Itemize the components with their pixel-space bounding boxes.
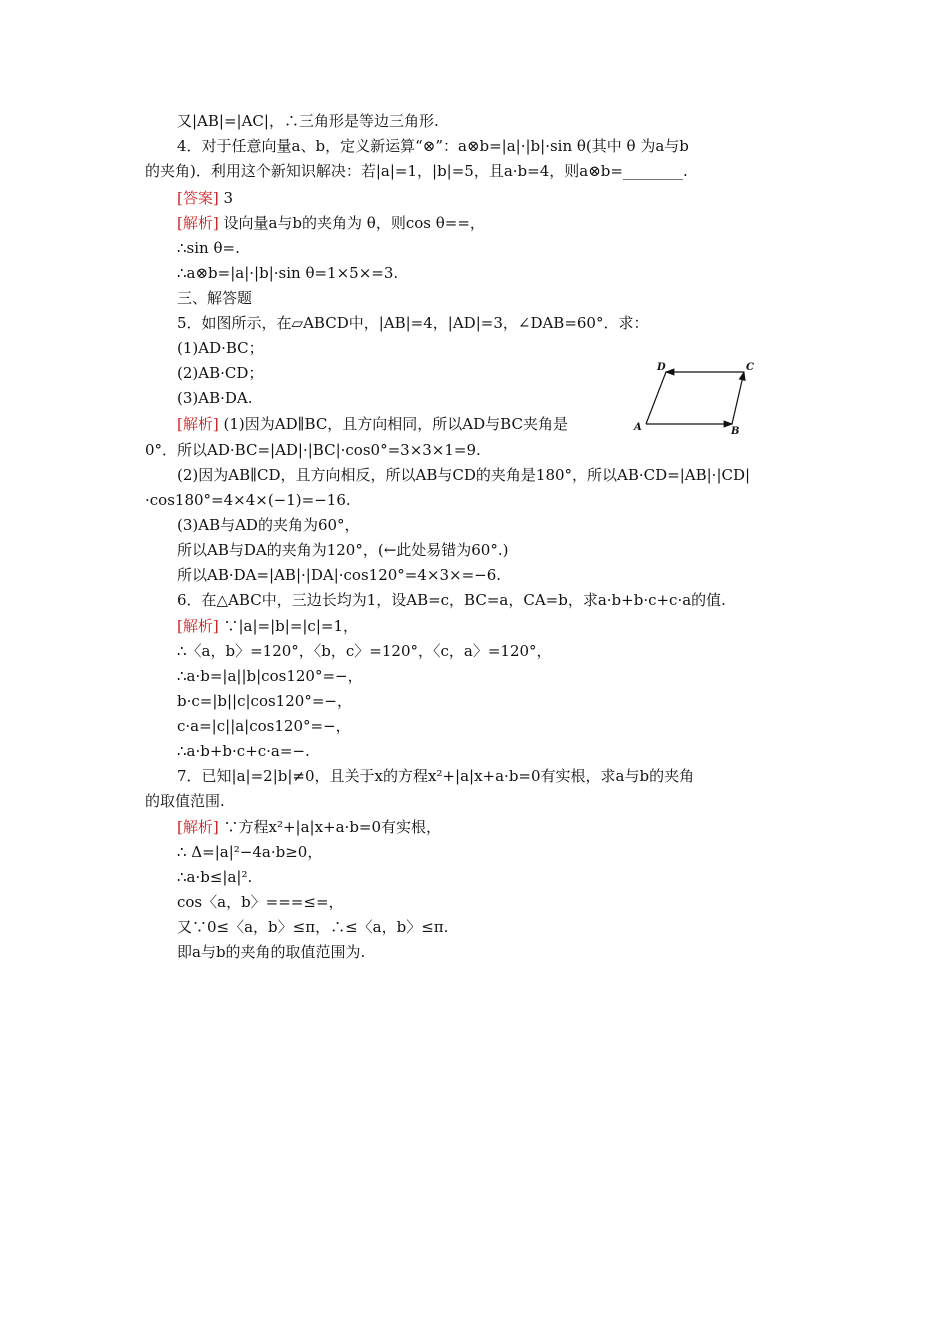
line-text: 0°．所以AD·BC=|AD|·|BC|·cos0°=3×3×1=9.: [145, 441, 481, 459]
text-line: [145, 791, 225, 811]
text-line: [145, 161, 688, 181]
line-text: 又∵0≤〈a，b〉≤π，∴≤〈a，b〉≤π.: [177, 918, 449, 936]
text-line: [177, 942, 365, 962]
line-text: ∴a·b+b·c+c·a=−.: [177, 742, 310, 760]
line-text: 即a与b的夹角的取值范围为.: [177, 943, 366, 961]
line-text: ∴a·b≤|a|².: [177, 868, 253, 886]
line-text: 5．如图所示，在▱ABCD中，|AB|=4，|AD|=3，∠DAB=60°．求：: [177, 314, 649, 332]
line-text: 所以AB·DA=|AB|·|DA|·cos120°=4×3×=−6.: [177, 566, 502, 584]
text-line: [177, 817, 441, 837]
text-line: [177, 741, 310, 761]
line-text: 三、解答题: [177, 289, 253, 307]
line-text: 的取值范围.: [145, 792, 225, 810]
line-text: 7．已知|a|=2|b|≠0，且关于x的方程x²+|a|x+a·b=0有实根，求a与b的夹角: [177, 767, 695, 785]
line-text: (2)因为AB∥CD，且方向相反，所以AB与CD的夹角是180°，所以AB·CD=|AB|·|CD|: [177, 466, 751, 484]
line-text: 设向量a与b的夹角为 θ，则cos θ==，: [218, 214, 485, 232]
line-text: 3: [218, 189, 234, 207]
line-text: cos〈a，b〉===≤=，: [177, 893, 344, 911]
vertex-label-b: B: [731, 426, 740, 436]
line-text: 又|AB|=|AC|，∴三角形是等边三角形.: [177, 112, 439, 130]
vertex-label-a: A: [634, 422, 642, 433]
line-text: (3)AB与AD的夹角为60°，: [177, 516, 360, 534]
text-line: [177, 716, 351, 736]
line-text: ∵|a|=|b|=|c|=1，: [218, 617, 359, 635]
line-text: 的夹角)．利用这个新知识解决：若|a|=1，|b|=5，且a·b=4，则a⊗b=________.: [145, 162, 688, 180]
line-text: 4．对于任意向量a、b，定义新运算“⊗”：a⊗b=|a|·|b|·sin θ(其中 θ 为a与b: [177, 137, 689, 155]
section-tag: [答案]: [177, 189, 219, 207]
line-text: (3)AB·DA.: [177, 389, 253, 407]
section-tag: [解析]: [177, 617, 219, 635]
line-text: b·c=|b||c|cos120°=−，: [177, 692, 352, 710]
text-line: [177, 515, 360, 535]
section-tag: [解析]: [177, 415, 219, 433]
text-line: [177, 238, 240, 258]
text-line: [177, 414, 568, 434]
text-line: [177, 666, 363, 686]
section-tag: [解析]: [177, 214, 219, 232]
line-text: (1)AD·BC；: [177, 339, 264, 357]
line-text: 所以AB与DA的夹角为120°，(←此处易错为60°.): [177, 541, 509, 559]
text-line: [177, 867, 252, 887]
line-text: ∵方程x²+|a|x+a·b=0有实根，: [218, 818, 442, 836]
line-text: c·a=|c||a|cos120°=−，: [177, 717, 351, 735]
text-line: [177, 388, 253, 408]
parallelogram-figure: [628, 356, 758, 436]
text-line: [177, 766, 694, 786]
text-line: [177, 213, 485, 233]
line-text: ∴ Δ=|a|²−4a·b≥0，: [177, 843, 323, 861]
text-line: [177, 842, 322, 862]
text-line: [177, 616, 358, 636]
line-text: 6．在△ABC中，三边长均为1，设AB=c，BC=a，CA=b，求a·b+b·c+c·a的值.: [177, 591, 726, 609]
text-line: [177, 263, 398, 283]
vertex-label-c: C: [746, 362, 754, 373]
text-line: [177, 136, 689, 156]
text-line: [177, 313, 648, 333]
line-text: ·cos180°=4×4×(−1)=−16.: [145, 491, 351, 509]
text-line: [177, 892, 344, 912]
text-line: [177, 641, 552, 661]
text-line: [177, 188, 233, 208]
edge-bc: [732, 372, 744, 424]
text-line: [177, 111, 439, 131]
edge-da: [646, 372, 666, 424]
line-text: (2)AB·CD；: [177, 364, 264, 382]
line-text: ∴a·b=|a||b|cos120°=−，: [177, 667, 363, 685]
text-line: [177, 691, 352, 711]
section-tag: [解析]: [177, 818, 219, 836]
text-line: [145, 490, 351, 510]
text-line: [177, 363, 263, 383]
text-line: [177, 288, 252, 308]
line-text: ∴sin θ=.: [177, 239, 240, 257]
line-text: ∴a⊗b=|a|·|b|·sin θ=1×5×=3.: [177, 264, 399, 282]
text-line: [177, 590, 726, 610]
line-text: (1)因为AD∥BC，且方向相同，所以AD与BC夹角是: [218, 415, 568, 433]
text-line: [177, 465, 750, 485]
text-line: [145, 440, 481, 460]
text-line: [177, 540, 508, 560]
text-line: [177, 565, 501, 585]
vertex-label-d: D: [657, 362, 666, 373]
line-text: ∴〈a，b〉=120°，〈b，c〉=120°，〈c，a〉=120°，: [177, 642, 552, 660]
text-line: [177, 338, 264, 358]
text-line: [177, 917, 448, 937]
